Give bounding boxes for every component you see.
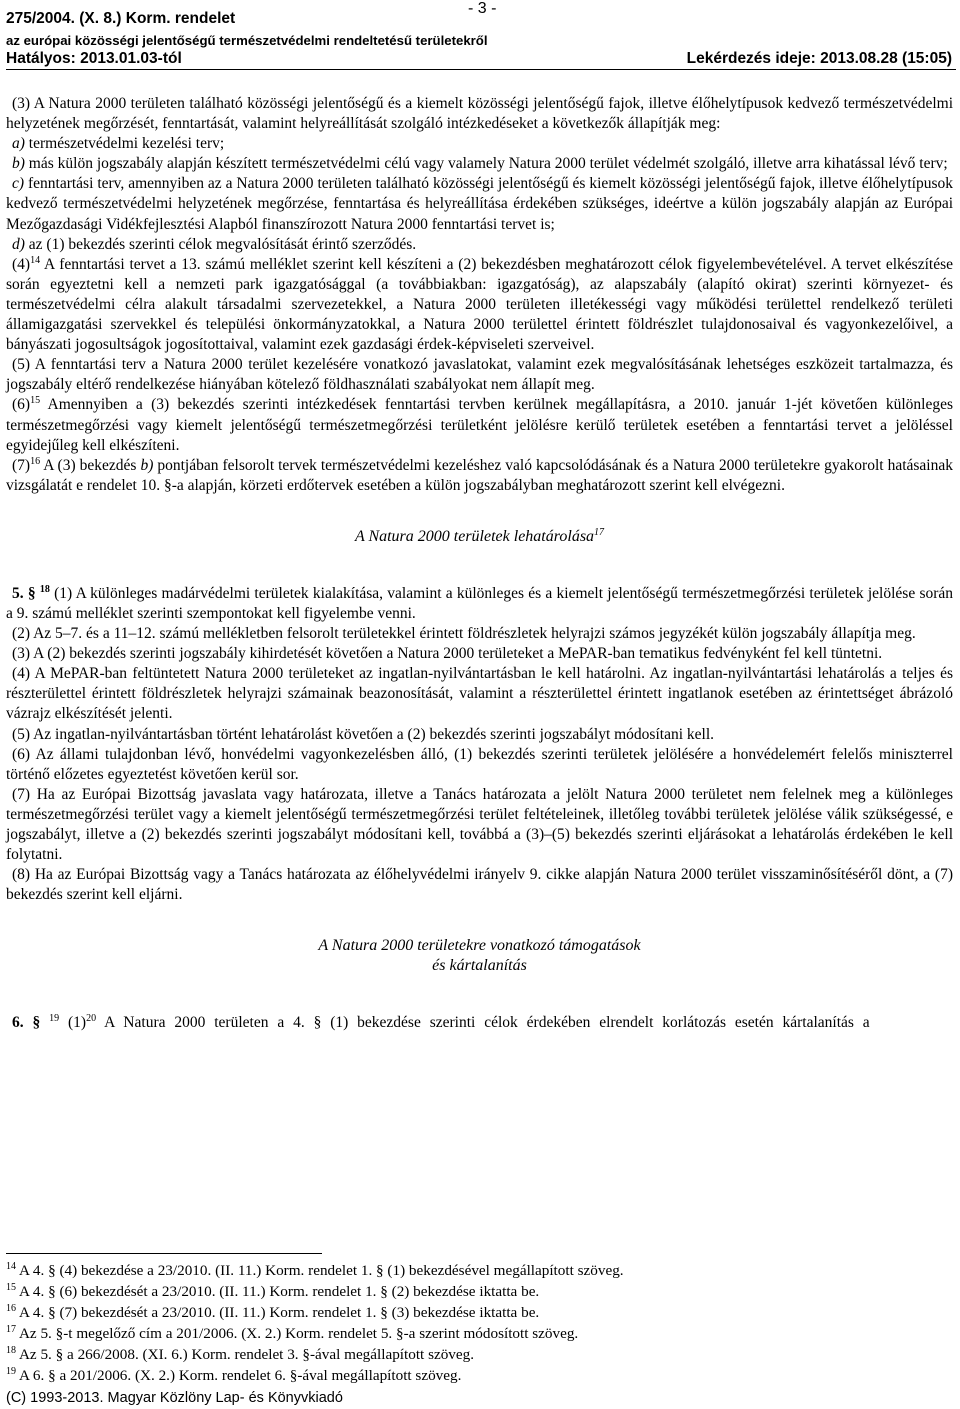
item-b: b) más külön jogszabály alapján készített természetvédelmi célú vagy valamely Natura 2000 terület védelmét szolgáló, illetve arra kihatással lévő terv; — [12, 155, 948, 173]
footnote: $^{18}$ Az 5. § a 266/2008. (XI. 6.) Korm. rendelet 3. §-ával megállapított szöveg. — [6, 1345, 475, 1363]
footnote-ref[interactable]: 20 — [86, 1013, 97, 1025]
item-d: d) az (1) bekezdés szerinti célok megvalósítását érintő szerződés. — [12, 235, 417, 253]
decree-subtitle: az európai közösségi jelentőségű természetvédelmi rendeltetésű területekről — [6, 33, 488, 48]
document-body — [6, 94, 953, 1033]
footnote: $^{17}$ Az 5. §-t megelőző cím a 201/2006. (X. 2.) Korm. rendelet 5. §-a szerint módosított szöveg. — [6, 1324, 579, 1342]
heading-tamogatasok: A Natura 2000 területekre vonatkozó támogatások — [318, 937, 641, 955]
section-4-5: (5) A fenntartási terv a Natura 2000 terület kezelésére vonatkozó javaslatokat, valamint ezek megvalósításának lehetséges eszközeit tartalmazza, és jogszabály eltérő rendelkezése hiányában kötelező földhasználati szabályokat nem állapít meg. — [6, 356, 953, 394]
paragraph-5-7: (7) Ha az Európai Bizottság javaslata vagy határozata, illetve a Tanács határozata a jelölt Natura 2000 területet nem felelnek meg a különleges természetmegőrzési terület vagy a kiemelt jelentőségű természetmegőrzési terület feltételeinek, illetőleg további területek jelölése válik szükségessé, e jogszabályt, illetve a (2) bekezdés szerinti jogszabályt módosítani kell, továbbá a (3)–(5) bekezdés szerinti eljárásokat a lehatárolás érdekében le kell folytatni. — [6, 785, 953, 864]
footnote: $^{14}$ A 4. § (4) bekezdése a 23/2010. (II. 11.) Korm. rendelet 1. § (1) bekezdésével megállapított szöveg. — [6, 1261, 624, 1279]
footnote: $^{19}$ A 6. § a 201/2006. (X. 2.) Korm. rendelet 6. §-ával megállapított szöveg. — [6, 1366, 462, 1384]
paragraph-6-1: 6. § $^{19}$ $(1)^{20}$ A Natura 2000 területen a 4. § (1) bekezdése szerinti célok érdekében elrendelt korlátozás esetén kártalanítás a — [12, 1013, 870, 1032]
footnote: $^{16}$ A 4. § (7) bekezdését a 23/2010. (II. 11.) Korm. rendelet 1. § (3) bekezdése iktatta be. — [6, 1303, 540, 1321]
header-divider — [6, 69, 956, 70]
section-4-4: $(4)^{14}$ A fenntartási tervet a 13. számú melléklet szerint kell készíteni a (2) bekezdésben meghatározott célok figyelembevételével. A tervet elkészítése során egyeztetni kell a nemzeti park igazgatósággal (a továbbiakban: igazgatóság), az alapszabály (alapító okirat) szerinti környezet- és természetvédelmi célra alakult társadalmi szervezetekkel, a Natura 2000 területen illetékességi vagy működési területtel rendelkező területi államigazgatási szervekkel és települési önkormányzatokkal, a Natura 2000 területtel érintett földrészlet tulajdonosaival és vagyonkezelőivel, a bányászati jogosultságok jogosítottaival, valamint ezek gazdasági érdek-képviseleti szerveivel. — [6, 254, 953, 354]
footnote-ref[interactable]: 19 — [49, 1013, 60, 1025]
paragraph-5-2: (2) Az 5–7. és a 11–12. számú mellékletben felsorolt területekkel érintett földrészletek helyrajzi számos jegyzékét külön jogszabály állapítja meg. — [12, 625, 916, 643]
decree-title: 275/2004. (X. 8.) Korm. rendelet — [6, 10, 236, 27]
footnote-ref[interactable]: 18 — [39, 583, 50, 595]
item-c: c) fenntartási terv, amennyiben az a Natura 2000 területen található közösségi jelentőségű és kiemelt közösségi jelentőségű fajok, illetve élőhelytípusok kedvező természetvédelmi helyzetének megőrzése, fenntartása és helyreállítása érdekében szükséges, ideértve a külön jogszabály alapján az Európai Mezőgazdasági Vidékfejlesztési Alapból finanszírozott Natura 2000 fenntartási tervet is; — [6, 175, 953, 233]
paragraph-5-6: (6) Az állami tulajdonban lévő, honvédelmi vagyonkezelésben álló, (1) bekezdés szerinti területek jelölésére a honvédelemért felelős miniszterrel történő előzetes egyeztetést követően kerül sor. — [6, 745, 953, 783]
paragraph-5-4: (4) A MePAR-ban feltüntetett Natura 2000 területeket az ingatlan-nyilvántartásban le kell határolni. Az ingatlan-nyilvántartási lehatárolás a teljes és részterülettel érintett földrészletek helyrajzi számainak beazonosítását, valamint a részterülettel érintett ingatlanok esetében az érintettséget ábrázoló vázrajz elkészítését jelenti. — [6, 665, 953, 723]
footnote-divider — [6, 1253, 322, 1254]
footnote-ref[interactable]: 14 — [30, 254, 41, 266]
paragraph-5-5: (5) Az ingatlan-nyilvántartásban történt lehatárolást követően a (2) bekezdés szerinti jogszabályt módosítani kell. — [12, 725, 715, 743]
paragraph-5-3: (3) A (2) bekezdés szerinti jogszabály kihirdetését követően a Natura 2000 területeket a MePAR-ban tematikus fedvényként fel kell tüntetni. — [12, 645, 883, 663]
item-a: a) természetvédelmi kezelési terv; — [12, 135, 225, 153]
heading-tamogatasok-line2: és kártalanítás — [432, 957, 527, 975]
section-4-3-intro: (3) A Natura 2000 területen található közösségi jelentőségű és a kiemelt közösségi jelentőségű fajok, illetve élőhelytípusok kedvező természetvédelmi helyzetének megőrzését, fenntartását, valamint helyreállítását szolgáló intézkedéseket a következők állapítják meg: — [6, 95, 953, 133]
query-time: Lekérdezés ideje: 2013.08.28 (15:05) — [686, 50, 952, 67]
copyright-footer: (C) 1993-2013. Magyar Közlöny Lap- és Könyvkiadó — [6, 1390, 343, 1406]
paragraph-5-8: (8) Ha az Európai Bizottság vagy a Tanács határozata az élőhelyvédelmi irányelv 9. cikke alapján Natura 2000 terület visszaminősítéséről dönt, a (7) bekezdés szerint kell eljárni. — [6, 866, 953, 904]
footnote: $^{15}$ A 4. § (6) bekezdését a 23/2010. (II. 11.) Korm. rendelet 1. § (2) bekezdése iktatta be. — [6, 1282, 540, 1300]
footnote-ref[interactable]: 17 — [594, 526, 605, 538]
paragraph-5-1: 5. § $^{18}$ (1) A különleges madárvédelmi területek kialakítása, valamint a különleges és a kiemelt jelentőségű természetmegőrzési területek jelölése során a 9. számú melléklet szerinti szempontokat kell figyelembe venni. — [6, 583, 954, 622]
section-4-7: $(7)^{16}$ A (3) bekezdés b) pontjában felsorolt tervek természetvédelmi kezeléshez való kapcsolódásának és a Natura 2000 területekre gyakorolt hatásainak vizsgálatát e rendelet 10. §-a alapján, körzeti erdőtervek esetében a külön jogszabályban meghatározott szerint kell elvégezni. — [6, 455, 953, 494]
page-number: - 3 - — [468, 0, 497, 17]
heading-lehatarolasa: A Natura 2000 területek lehatárolása$^{17}$ — [354, 526, 605, 545]
effective-date: Hatályos: 2013.01.03-tól — [6, 50, 182, 67]
footnote-ref[interactable]: 15 — [30, 395, 41, 407]
section-4-6: $(6)^{15}$ Amennyiben a (3) bekezdés szerinti intézkedések fenntartási tervben kerülnek megállapításra, a 2010. január 1-jét követően különleges természetmegőrzési vagy kiemelt jelentőségű természetmegőrzési területként jelölésre kerülő területek esetében a fenntartási tervet a jelöléssel egyidejűleg kell elkészíteni. — [6, 395, 953, 454]
footnotes — [6, 1260, 946, 1386]
footnote-ref[interactable]: 16 — [30, 455, 41, 467]
